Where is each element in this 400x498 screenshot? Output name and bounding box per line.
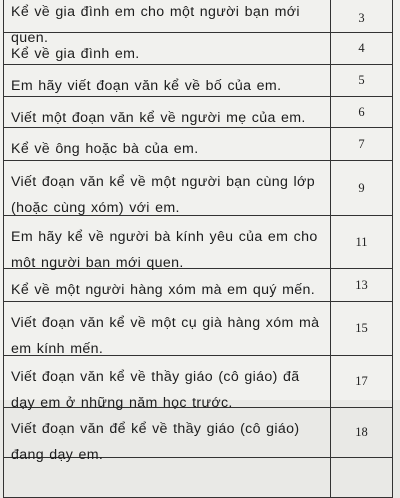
toc-row	[4, 216, 392, 269]
toc-entry-page	[331, 458, 392, 497]
table-of-contents	[3, 0, 393, 498]
toc-entry-page: 5	[358, 73, 365, 87]
toc-entry-page: 6	[358, 104, 365, 119]
toc-entry-title: Viết đoạn văn để kể về thầy giáo (cô giáo) đang dạy em.	[4, 408, 331, 457]
toc-entry-title: Viết một đoạn văn kể về người mẹ của em.	[4, 97, 331, 127]
toc-entry-title: Kể về ông hoặc bà của em.	[4, 128, 331, 160]
toc-entry-page: 18	[355, 425, 368, 439]
toc-entry-title: Kể về một người hàng xóm mà em quý mến.	[4, 269, 331, 301]
toc-entry-title: Em hãy viết đoạn văn kể về bố của em.	[4, 65, 331, 96]
toc-row	[4, 161, 392, 216]
toc-row	[4, 269, 392, 302]
toc-entry-title: Kể về gia đình em.	[4, 33, 331, 64]
toc-entry-page: 4	[358, 41, 365, 55]
toc-entry-page: 15	[355, 321, 368, 335]
toc-entry-title: Viết đoạn văn kể về một cụ già hàng xóm mà em kính mến.	[4, 302, 331, 355]
toc-row	[4, 458, 392, 498]
toc-entry-page: 11	[355, 234, 368, 249]
toc-entry-page: 13	[355, 277, 368, 292]
toc-entry-title	[4, 458, 331, 497]
toc-row	[4, 0, 392, 46]
toc-row	[4, 65, 392, 97]
toc-entry-page: 17	[355, 374, 368, 388]
toc-row	[4, 408, 392, 463]
toc-entry-title: Kể về gia đình em cho một người bạn mới quen.	[4, 0, 331, 32]
toc-row	[4, 97, 392, 128]
toc-row	[4, 128, 392, 161]
toc-entry-title: Viết đoạn văn kể về thầy giáo (cô giáo) đã dạy em ở những năm học trước.	[4, 356, 331, 407]
toc-entry-title: Em hãy kể về người bà kính yêu của em cho một người bạn mới quen.	[4, 216, 331, 268]
toc-row	[4, 302, 392, 356]
toc-entry-page: 9	[358, 180, 365, 195]
toc-entry-title: Viết đoạn văn kể về một người bạn cùng lớp (hoặc cùng xóm) với em.	[4, 161, 331, 215]
toc-entry-page: 3	[358, 11, 365, 25]
toc-entry-page: 7	[358, 136, 365, 151]
toc-row	[4, 33, 392, 65]
toc-row	[4, 356, 392, 411]
